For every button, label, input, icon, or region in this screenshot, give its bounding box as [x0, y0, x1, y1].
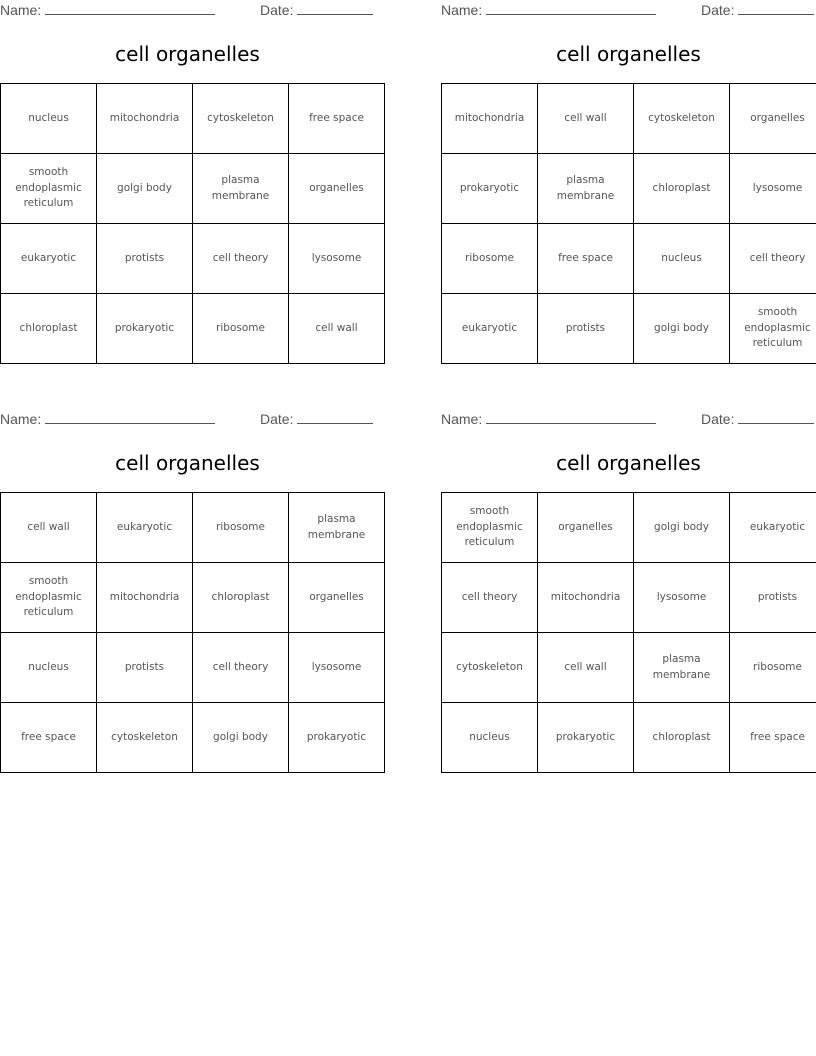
grid-cell: lysosome: [730, 154, 816, 224]
grid-cell: mitochondria: [97, 563, 193, 633]
grid-row: [442, 154, 816, 224]
date-label: Date:: [701, 411, 735, 427]
grid-cell: cell wall: [1, 493, 97, 563]
grid-cell: protists: [730, 563, 816, 633]
grid-cell: eukaryotic: [97, 493, 193, 563]
grid-row: [442, 84, 816, 154]
grid-cell: prokaryotic: [97, 294, 193, 364]
grid-cell: cytoskeleton: [97, 703, 193, 773]
grid-cell: mitochondria: [538, 563, 634, 633]
grid-cell: chloroplast: [634, 703, 730, 773]
grid-cell: ribosome: [442, 224, 538, 294]
name-label: Name:: [0, 2, 42, 18]
grid-cell: cytoskeleton: [193, 84, 289, 154]
grid-cell: cell wall: [289, 294, 385, 364]
name-blank-line[interactable]: [486, 2, 656, 15]
grid-cell: prokaryotic: [289, 703, 385, 773]
grid-row: [1, 563, 385, 633]
grid-cell: golgi body: [634, 294, 730, 364]
name-field[interactable]: [441, 2, 656, 18]
name-field[interactable]: [0, 411, 215, 427]
grid-cell: nucleus: [1, 633, 97, 703]
date-blank-line[interactable]: [297, 411, 373, 424]
grid-cell: cell wall: [538, 84, 634, 154]
card-header: [0, 409, 375, 431]
name-label: Name:: [441, 2, 483, 18]
grid-cell: golgi body: [193, 703, 289, 773]
grid-cell: free space: [730, 703, 816, 773]
grid-cell: organelles: [289, 154, 385, 224]
grid-cell: nucleus: [442, 703, 538, 773]
grid-cell: golgi body: [634, 493, 730, 563]
date-blank-line[interactable]: [738, 2, 814, 15]
grid-cell: organelles: [538, 493, 634, 563]
grid-cell: nucleus: [1, 84, 97, 154]
grid-row: [1, 154, 385, 224]
grid-cell: chloroplast: [1, 294, 97, 364]
card-header: [441, 409, 816, 431]
name-blank-line[interactable]: [45, 411, 215, 424]
grid-cell: chloroplast: [193, 563, 289, 633]
card-header: [0, 0, 375, 22]
grid-cell: eukaryotic: [730, 493, 816, 563]
grid-cell: plasma membrane: [193, 154, 289, 224]
name-blank-line[interactable]: [486, 411, 656, 424]
bingo-grid: [441, 83, 816, 364]
grid-cell: free space: [538, 224, 634, 294]
bingo-card-3: [0, 409, 375, 743]
date-field[interactable]: [260, 411, 373, 427]
grid-cell: plasma membrane: [538, 154, 634, 224]
date-blank-line[interactable]: [738, 411, 814, 424]
grid-cell: free space: [289, 84, 385, 154]
grid-cell: lysosome: [289, 224, 385, 294]
grid-row: [1, 84, 385, 154]
date-field[interactable]: [260, 2, 373, 18]
grid-cell: ribosome: [193, 294, 289, 364]
grid-cell: lysosome: [289, 633, 385, 703]
grid-cell: smooth endoplasmic reticulum: [1, 563, 97, 633]
bingo-grid: [0, 492, 385, 773]
bingo-grid: [0, 83, 385, 364]
bingo-card-2: [441, 0, 816, 350]
name-field[interactable]: [441, 411, 656, 427]
grid-cell: smooth endoplasmic reticulum: [1, 154, 97, 224]
bingo-card-4: [441, 409, 816, 743]
grid-cell: cell theory: [193, 633, 289, 703]
grid-cell: mitochondria: [442, 84, 538, 154]
grid-cell: smooth endoplasmic reticulum: [442, 493, 538, 563]
grid-cell: nucleus: [634, 224, 730, 294]
grid-cell: organelles: [289, 563, 385, 633]
name-blank-line[interactable]: [45, 2, 215, 15]
card-title: cell organelles: [115, 42, 260, 66]
grid-row: [1, 703, 385, 773]
grid-row: [1, 294, 385, 364]
grid-row: [442, 563, 816, 633]
bingo-grid: [441, 492, 816, 773]
grid-row: [1, 633, 385, 703]
grid-cell: cytoskeleton: [634, 84, 730, 154]
grid-cell: lysosome: [634, 563, 730, 633]
card-header: [441, 0, 816, 22]
grid-cell: cell theory: [193, 224, 289, 294]
grid-cell: prokaryotic: [538, 703, 634, 773]
date-label: Date:: [260, 411, 294, 427]
grid-row: [442, 703, 816, 773]
grid-cell: protists: [538, 294, 634, 364]
grid-cell: eukaryotic: [1, 224, 97, 294]
grid-cell: plasma membrane: [289, 493, 385, 563]
grid-row: [442, 633, 816, 703]
card-title: cell organelles: [556, 42, 701, 66]
grid-cell: plasma membrane: [634, 633, 730, 703]
name-label: Name:: [0, 411, 42, 427]
grid-cell: mitochondria: [97, 84, 193, 154]
date-blank-line[interactable]: [297, 2, 373, 15]
grid-cell: chloroplast: [634, 154, 730, 224]
grid-row: [1, 224, 385, 294]
grid-row: [442, 224, 816, 294]
grid-cell: cell theory: [442, 563, 538, 633]
grid-cell: organelles: [730, 84, 816, 154]
grid-cell: golgi body: [97, 154, 193, 224]
grid-cell: cell wall: [538, 633, 634, 703]
grid-cell: ribosome: [193, 493, 289, 563]
date-field[interactable]: [701, 411, 814, 427]
card-title: cell organelles: [115, 451, 260, 475]
date-label: Date:: [260, 2, 294, 18]
grid-row: [1, 493, 385, 563]
date-label: Date:: [701, 2, 735, 18]
grid-cell: smooth endoplasmic reticulum: [730, 294, 816, 364]
grid-row: [442, 493, 816, 563]
grid-row: [442, 294, 816, 364]
grid-cell: ribosome: [730, 633, 816, 703]
grid-cell: prokaryotic: [442, 154, 538, 224]
card-title: cell organelles: [556, 451, 701, 475]
grid-cell: protists: [97, 633, 193, 703]
grid-cell: cell theory: [730, 224, 816, 294]
name-label: Name:: [441, 411, 483, 427]
date-field[interactable]: [701, 2, 814, 18]
bingo-card-1: [0, 0, 375, 334]
grid-cell: free space: [1, 703, 97, 773]
grid-cell: cytoskeleton: [442, 633, 538, 703]
name-field[interactable]: [0, 2, 215, 18]
grid-cell: protists: [97, 224, 193, 294]
grid-cell: eukaryotic: [442, 294, 538, 364]
